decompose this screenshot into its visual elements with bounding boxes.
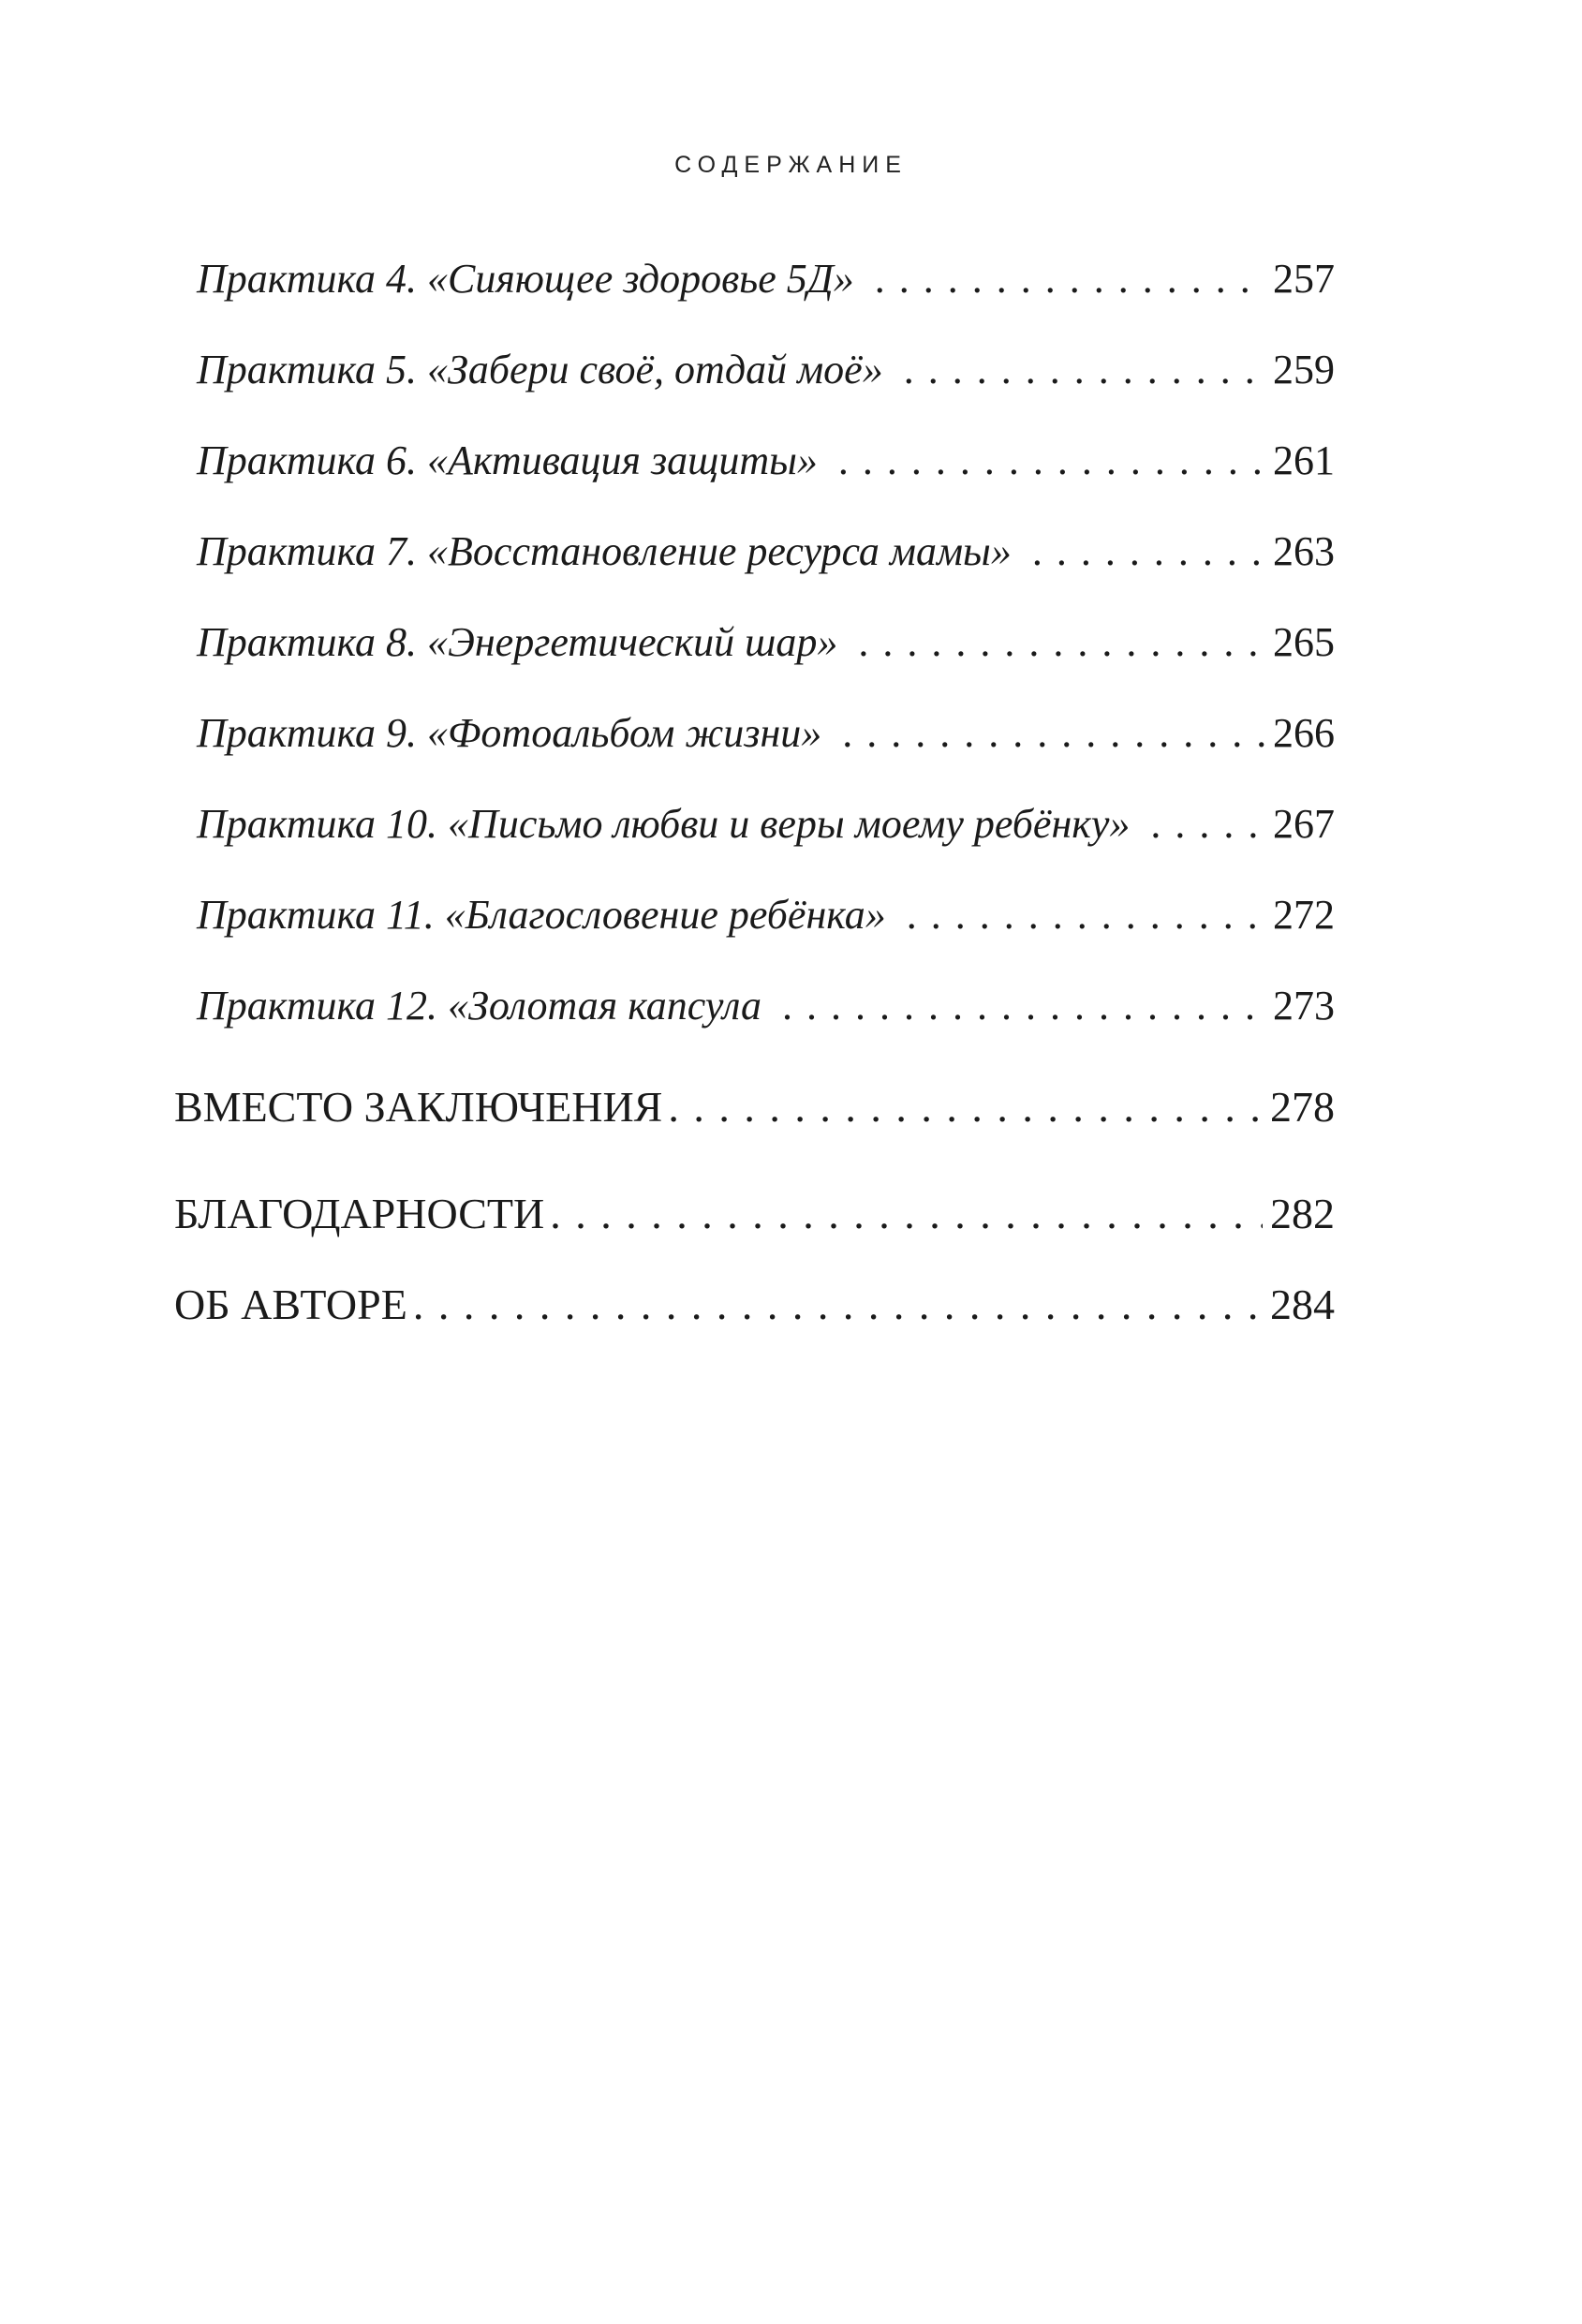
toc-entry[interactable] — [197, 891, 1335, 956]
toc-entry-title: ОБ АВТОРЕ — [174, 1280, 407, 1328]
toc-page-number: 282 — [1270, 1190, 1335, 1237]
dot-leader — [668, 1082, 1263, 1132]
toc-entry[interactable] — [174, 1082, 1335, 1147]
toc-entry[interactable] — [197, 618, 1335, 684]
dot-leader — [1032, 527, 1265, 575]
running-head: СОДЕРЖАНИЕ — [674, 152, 908, 178]
toc-entry[interactable] — [197, 346, 1335, 411]
toc-entry-title: Практика 8. «Энергетический шар» — [197, 619, 838, 665]
toc-page-number: 284 — [1270, 1280, 1335, 1328]
toc-page-number: 272 — [1273, 892, 1335, 938]
toc-entry-title: Практика 6. «Активация защиты» — [197, 437, 818, 483]
toc-entry-title: Практика 5. «Забери своё, отдай моё» — [197, 347, 883, 392]
toc-entry[interactable] — [197, 800, 1335, 866]
toc-entry[interactable] — [197, 437, 1335, 502]
toc-page-number: 278 — [1270, 1083, 1335, 1131]
dot-leader — [838, 437, 1265, 484]
toc-entry-title: ВМЕСТО ЗАКЛЮЧЕНИЯ — [174, 1083, 663, 1131]
toc-entry[interactable] — [197, 255, 1335, 320]
dot-leader — [904, 346, 1265, 393]
toc-entry-title: Практика 7. «Восстановление ресурса мамы» — [197, 528, 1012, 574]
toc-page-number: 265 — [1273, 619, 1335, 665]
dot-leader — [550, 1189, 1263, 1238]
dot-leader — [842, 709, 1265, 757]
dot-leader — [907, 891, 1265, 939]
toc-page-number: 273 — [1273, 983, 1335, 1029]
toc-entry-title: Практика 9. «Фотоальбом жизни» — [197, 710, 822, 756]
toc-entry[interactable] — [197, 709, 1335, 775]
dot-leader — [858, 618, 1265, 666]
toc-entry-title: Практика 11. «Благословение ребёнка» — [197, 892, 886, 938]
toc-entry[interactable] — [197, 982, 1335, 1047]
toc-page-number: 259 — [1273, 347, 1335, 392]
toc-page-number: 261 — [1273, 437, 1335, 483]
toc-page-number: 267 — [1273, 801, 1335, 847]
toc-entry-title: БЛАГОДАРНОСТИ — [174, 1190, 545, 1237]
dot-leader — [1150, 800, 1265, 848]
dot-leader — [875, 255, 1265, 303]
toc-page-number: 263 — [1273, 528, 1335, 574]
toc-entry[interactable] — [197, 527, 1335, 593]
toc-page-number: 257 — [1273, 256, 1335, 302]
toc-page-number: 266 — [1273, 710, 1335, 756]
toc-entry-title: Практика 12. «Золотая капсула — [197, 983, 762, 1029]
toc-entry[interactable] — [174, 1280, 1335, 1345]
dot-leader — [782, 982, 1265, 1029]
toc-entry-title: Практика 4. «Сияющее здоровье 5Д» — [197, 256, 854, 302]
dot-leader — [413, 1280, 1263, 1329]
toc-entry[interactable] — [174, 1189, 1335, 1254]
toc-entry-title: Практика 10. «Письмо любви и веры моему ребёнку» — [197, 801, 1131, 847]
